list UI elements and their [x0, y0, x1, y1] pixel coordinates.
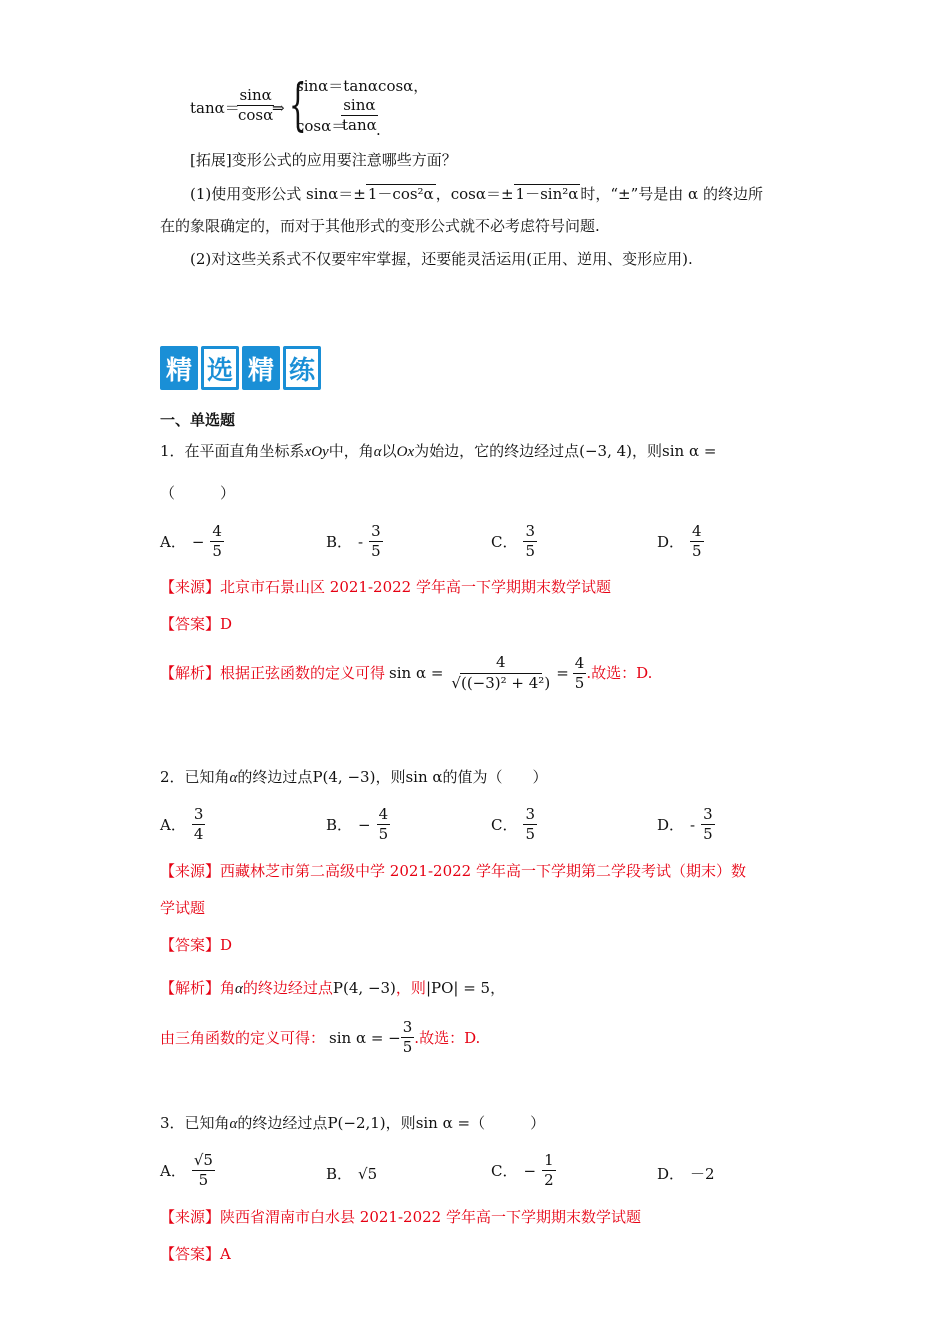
q3-source-tag: 【来源】 [160, 1208, 221, 1226]
q1-option-b[interactable] [326, 524, 383, 559]
q3-stem-b: 的终边经过点 [237, 1114, 328, 1132]
q1-answer [160, 614, 232, 634]
q1-option-c-den: 5 [525, 542, 536, 560]
q1-analysis-eq: = [556, 664, 569, 682]
q1-stem-point: (−3, 4) [579, 442, 633, 460]
q1-option-a-frac [210, 524, 224, 559]
q1-stem-e: ，则 [632, 442, 663, 460]
q2-analysis-alpha: α [235, 981, 243, 997]
formula-line2-frac [340, 98, 379, 133]
q1-stem-a: 1．在平面直角坐标系 [160, 442, 305, 460]
q1-stem [160, 441, 716, 462]
q3-option-c-num: 1 [544, 1151, 554, 1169]
q3-option-a-num: √5 [193, 1151, 213, 1169]
q3-option-b[interactable] [326, 1163, 377, 1184]
q1-source-text: 北京市石景山区 2021-2022 学年高一下学期期末数学试题 [220, 578, 611, 596]
q1-option-a-den: 5 [212, 542, 222, 560]
q1-option-b-den: 5 [371, 542, 381, 560]
section-title: 一、单选题 [160, 411, 236, 429]
q3-option-c-frac [542, 1153, 556, 1188]
q1-option-d-den: 5 [692, 542, 702, 560]
q2-source-tag: 【来源】 [160, 862, 221, 880]
q2-option-b-num: 4 [378, 805, 389, 823]
q2-stem-sin: sin α [405, 768, 443, 786]
q2-option-c-den: 5 [525, 825, 536, 843]
q2-analysis-line2-num: 3 [402, 1018, 413, 1036]
q2-analysis-line2-end: .故选：D. [414, 1028, 481, 1047]
q3-option-c-sign: − [523, 1161, 537, 1180]
q2-option-b[interactable] [326, 807, 390, 842]
q2-analysis-po: |PO| = 5 [425, 979, 491, 997]
extension-radical-2: 1－sin²α [515, 185, 579, 203]
q2-option-d-label: D． [657, 816, 685, 834]
q2-analysis-a: 角 [220, 979, 236, 997]
q3-option-c[interactable] [491, 1153, 556, 1188]
q2-option-b-frac [377, 807, 391, 842]
q2-answer [160, 935, 232, 955]
q1-analysis-end: .故选：D. [586, 664, 653, 682]
q1-option-b-sign: - [358, 532, 364, 551]
q1-option-c[interactable] [491, 524, 537, 559]
q3-stem-a: 3．已知角 [160, 1114, 230, 1132]
banner-char-4: 练 [283, 346, 321, 390]
q2-option-b-den: 5 [378, 825, 389, 843]
q1-analysis-frac2 [573, 653, 587, 692]
q2-answer-value: D [220, 936, 233, 954]
q1-option-c-frac [523, 524, 537, 559]
q2-stem-alpha: α [229, 770, 238, 786]
q3-option-d[interactable] [657, 1163, 715, 1184]
q1-stem-sin: sin α = [662, 442, 717, 460]
q1-option-c-label: C． [491, 533, 518, 551]
q2-stem-c: ，则 [375, 768, 406, 786]
q1-stem-alpha: α [373, 444, 382, 460]
q2-option-d[interactable] [657, 807, 715, 842]
q2-option-b-label: B． [326, 816, 353, 834]
q1-option-d-frac [690, 524, 704, 559]
q2-option-a-num: 3 [193, 805, 204, 823]
q1-option-b-label: B． [326, 533, 353, 551]
q3-answer [160, 1244, 231, 1264]
q3-source [160, 1207, 641, 1227]
q1-option-a-sign: − [191, 532, 205, 551]
q2-analysis-line2 [160, 1020, 480, 1055]
q3-answer-tag: 【答案】 [160, 1245, 221, 1263]
q1-analysis-num: 4 [460, 655, 542, 674]
q3-option-d-value: －2 [690, 1165, 715, 1183]
extension-p1-line2: 在的象限确定的，而对于其他形式的变形公式就不必考虑符号问题. [160, 217, 600, 235]
q2-analysis-b: 的终边经过点 [242, 979, 333, 997]
q2-analysis-line2-sin: sin α = − [329, 1028, 401, 1047]
q2-analysis [160, 978, 505, 999]
extension-p1a: (1)使用变形公式 sinα＝± [190, 185, 366, 203]
q2-analysis-point: P(4, −3) [332, 979, 396, 997]
extension-p1c: 时，“±”号是由 α 的终边所 [580, 185, 763, 203]
q1-option-d-label: D． [657, 533, 685, 551]
q3-stem [160, 1113, 545, 1134]
q3-stem-alpha: α [229, 1116, 238, 1132]
q2-analysis-c: ，则 [395, 979, 426, 997]
q1-paren: （ ） [160, 484, 236, 502]
q2-source-text-1: 西藏林芝市第二高级中学 2021-2022 学年高一下学期第二学段考试（期末）数 [220, 862, 746, 880]
q2-option-a[interactable] [160, 807, 205, 842]
q2-stem-a: 2．已知角 [160, 768, 230, 786]
q2-analysis-d: ， [490, 979, 506, 997]
q1-option-b-num: 3 [371, 522, 381, 540]
q1-analysis-den2: 5 [574, 673, 585, 692]
extension-p1-line1 [190, 184, 763, 204]
extension-radical-1: 1－cos²α [367, 185, 434, 203]
q2-source-line1 [160, 861, 746, 881]
q3-option-a-label: A． [160, 1162, 186, 1180]
q3-option-b-value: √5 [358, 1164, 378, 1183]
q3-source-text: 陕西省渭南市白水县 2021-2022 学年高一下学期期末数学试题 [220, 1208, 641, 1226]
q2-option-b-sign: − [358, 815, 371, 834]
q3-option-c-label: C． [491, 1162, 518, 1180]
q1-stem-c: 以 [381, 442, 397, 460]
q2-option-d-sign: - [690, 815, 696, 834]
q1-option-d[interactable] [657, 524, 704, 559]
q2-stem-point: P(4, −3) [312, 768, 376, 786]
q2-analysis-line2-frac [401, 1020, 415, 1055]
q3-answer-value: A [220, 1245, 231, 1263]
formula-line2-lhs: cosα＝ [296, 117, 347, 135]
q2-stem-d: 的值为（ ） [442, 768, 548, 786]
q3-option-a-frac [192, 1153, 215, 1188]
q1-option-a[interactable] [160, 524, 224, 559]
q3-option-b-label: B． [326, 1165, 353, 1183]
formula-frac-den: cosα [238, 106, 274, 124]
q2-option-a-den: 4 [193, 825, 204, 843]
q2-option-c[interactable] [491, 807, 537, 842]
q2-stem [160, 767, 548, 788]
q2-option-d-den: 5 [703, 825, 713, 843]
q1-analysis-den: √((−3)² + 4²) [451, 674, 551, 692]
q2-option-a-label: A． [160, 816, 186, 834]
formula-frac-num: sinα [239, 86, 272, 104]
q3-stem-c: ，则 [385, 1114, 416, 1132]
q1-stem-xoy: xOy [304, 444, 329, 460]
q3-stem-sin: sin α = [415, 1114, 471, 1132]
q2-option-c-label: C． [491, 816, 518, 834]
q1-analysis-num2: 4 [574, 653, 585, 672]
q2-answer-tag: 【答案】 [160, 936, 221, 954]
extension-p2: (2)对这些关系式不仅要牢牢掌握，还要能灵活运用(正用、逆用、变形应用). [190, 250, 693, 268]
q2-stem-b: 的终边过点 [237, 768, 313, 786]
q2-option-a-frac [192, 807, 206, 842]
extension-p1b: ，cosα＝± [435, 185, 514, 203]
q1-analysis [160, 655, 652, 691]
formula-brace: { [288, 73, 307, 138]
formula-line2-den: tanα [342, 116, 377, 134]
extension-heading: [拓展]变形公式的应用要注意哪些方面？ [190, 151, 457, 169]
q3-option-a-den: 5 [198, 1171, 209, 1189]
formula-arrow: ⇒ [272, 99, 285, 117]
q2-source-line2: 学试题 [160, 899, 206, 917]
q1-stem-d: 为始边，它的终边经过点 [414, 442, 580, 460]
q3-stem-d: （ ） [470, 1114, 546, 1132]
q1-source-tag: 【来源】 [160, 578, 221, 596]
q1-answer-value: D [220, 615, 233, 633]
q2-analysis-line2-text: 由三角函数的定义可得： [160, 1028, 326, 1047]
q3-option-c-den: 2 [544, 1171, 554, 1189]
q2-analysis-line2-den: 5 [402, 1038, 413, 1056]
q1-option-d-num: 4 [692, 522, 702, 540]
q2-analysis-tag: 【解析】 [160, 979, 221, 997]
q3-stem-point: P(−2,1) [327, 1114, 386, 1132]
formula-lhs: tanα＝ [190, 99, 240, 117]
q1-option-c-num: 3 [525, 522, 536, 540]
q1-analysis-frac [449, 655, 552, 691]
q1-stem-b: 中，角 [328, 442, 374, 460]
banner-char-3: 精 [242, 346, 280, 390]
q1-analysis-text: 根据正弦函数的定义可得 [220, 664, 386, 682]
q2-option-c-frac [523, 807, 537, 842]
formula-line1: sinα＝tanαcosα， [296, 77, 429, 95]
q1-analysis-sin: sin α = [389, 664, 444, 682]
q1-stem-ox: Ox [396, 444, 415, 460]
q1-option-a-label: A． [160, 533, 186, 551]
formula-frac [236, 88, 275, 123]
q1-option-a-num: 4 [212, 522, 222, 540]
formula-line2-end: . [376, 121, 381, 139]
q2-option-d-num: 3 [703, 805, 713, 823]
q3-option-d-label: D． [657, 1165, 685, 1183]
q1-answer-tag: 【答案】 [160, 615, 221, 633]
q1-analysis-tag: 【解析】 [160, 664, 221, 682]
q3-option-a[interactable] [160, 1153, 215, 1188]
q1-source [160, 577, 611, 597]
q2-option-c-num: 3 [525, 805, 536, 823]
banner-char-1: 精 [160, 346, 198, 390]
q1-option-b-frac [369, 524, 383, 559]
banner-char-2: 选 [201, 346, 239, 390]
formula-line2-num: sinα [343, 96, 376, 114]
q2-option-d-frac [701, 807, 715, 842]
section-banner [160, 346, 321, 390]
